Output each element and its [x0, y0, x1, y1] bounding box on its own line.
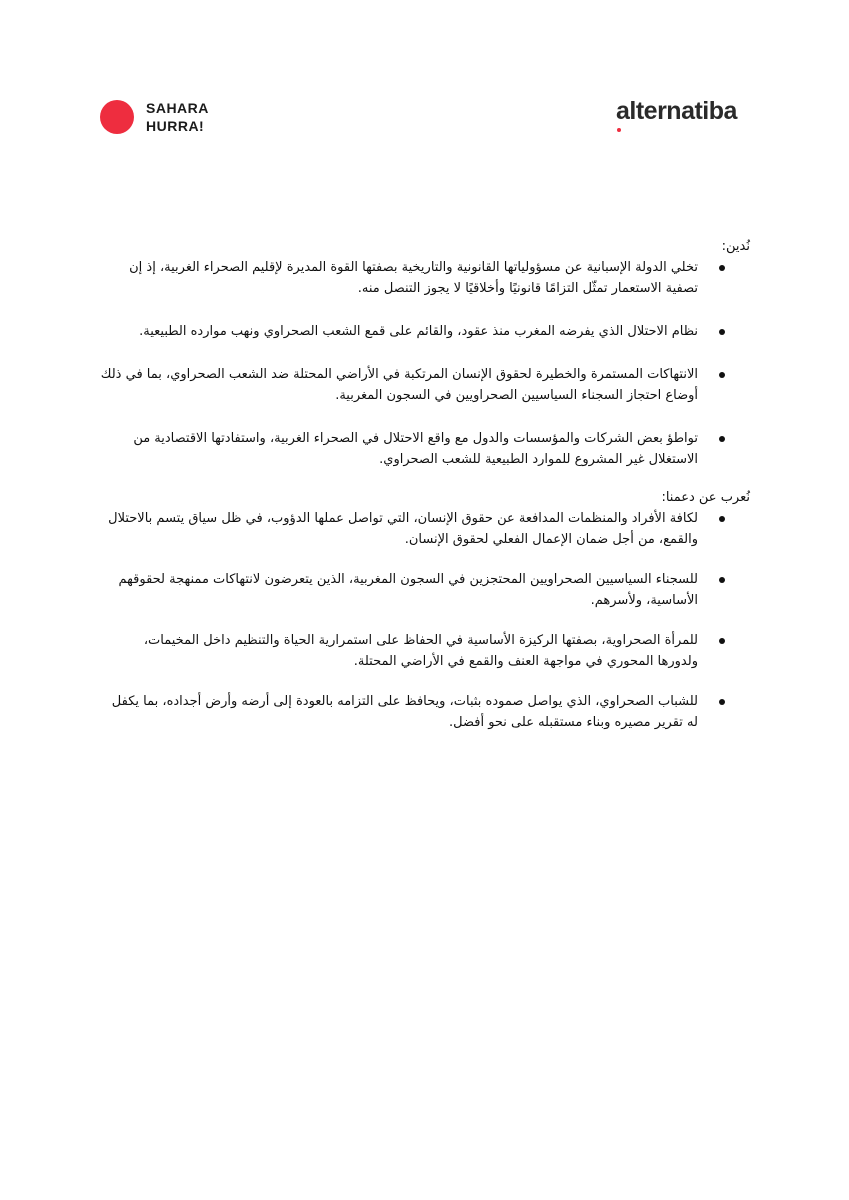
list-item-text: للسجناء السياسيين الصحراويين المحتجزين في السجون المغربية، الذين يتعرضون لانتهاكات ممنهجة لحقوقهم الأساسية، ولأسرهم.	[118, 572, 698, 608]
list-item-text: الانتهاكات المستمرة والخطيرة لحقوق الإنسان المرتكبة في الأراضي المحتلة ضد الشعب الصحراوي، بما في ذلك أوضاع احتجاز السجناء السياسيين الصحراويين في السجون المغربية.	[100, 367, 698, 403]
sahara-hurra-logo	[100, 99, 209, 135]
red-dot-icon	[617, 128, 621, 132]
list-item	[100, 428, 750, 470]
red-circle-icon	[100, 100, 134, 134]
list-item	[100, 508, 750, 550]
bullet-icon	[719, 329, 725, 335]
logo-line-1: SAHARA	[146, 100, 209, 116]
bullet-icon	[719, 699, 725, 705]
bullet-icon	[719, 638, 725, 644]
alternatiba-logo	[616, 94, 756, 136]
bullet-icon	[719, 436, 725, 442]
section-heading-condemn: نُدين:	[721, 239, 750, 254]
support-list	[100, 508, 750, 733]
condemn-list	[100, 257, 750, 470]
list-item	[100, 257, 750, 299]
list-item-text: للمرأة الصحراوية، بصفتها الركيزة الأساسية في الحفاظ على استمرارية الحياة والتنظيم داخل المخيمات، ولدورها المحوري في مواجهة العنف والقمع في الأراضي المحتلة.	[143, 633, 698, 669]
list-item	[100, 364, 750, 406]
bullet-icon	[719, 265, 725, 271]
list-item-text: للشباب الصحراوي، الذي يواصل صموده بثبات، ويحافظ على التزامه بالعودة إلى أرضه وأرض أجداده، بما يكفل له تقرير مصيره وبناء مستقبله على نحو أفضل.	[111, 694, 698, 730]
list-item-text: لكافة الأفراد والمنظمات المدافعة عن حقوق الإنسان، التي تواصل عملها الدؤوب، في ظل سياق يتسم بالاحتلال والقمع، من أجل ضمان الإعمال الفعلي لحقوق الإنسان.	[108, 511, 698, 547]
list-item-text: تخلي الدولة الإسبانية عن مسؤولياتها القانونية والتاريخية بصفتها القوة المديرة لإقليم الصحراء الغربية، إذ إن تصفية الاستعمار تمثّل التزامًا قانونيًا وأخلاقيًا لا يجوز التنصل منه.	[129, 260, 698, 296]
bullet-icon	[719, 516, 725, 522]
list-item	[100, 569, 750, 611]
alternatiba-wordmark: alternatiba	[616, 97, 737, 125]
sahara-hurra-wordmark	[146, 99, 209, 135]
list-item	[100, 321, 750, 342]
list-item	[100, 691, 750, 733]
list-item	[100, 630, 750, 672]
document-body	[100, 236, 750, 733]
list-item-text: نظام الاحتلال الذي يفرضه المغرب منذ عقود، والقائم على قمع الشعب الصحراوي ونهب موارده الطبيعية.	[139, 324, 698, 339]
list-item-text: تواطؤ بعض الشركات والمؤسسات والدول مع واقع الاحتلال في الصحراء الغربية، واستفادتها الاقتصادية من الاستغلال غير المشروع للموارد الطبيعية للشعب الصحراوي.	[133, 431, 698, 467]
section-heading-support: نُعرب عن دعمنا:	[661, 490, 750, 505]
logo-line-2: HURRA!	[146, 118, 205, 134]
bullet-icon	[719, 372, 725, 378]
bullet-icon	[719, 577, 725, 583]
